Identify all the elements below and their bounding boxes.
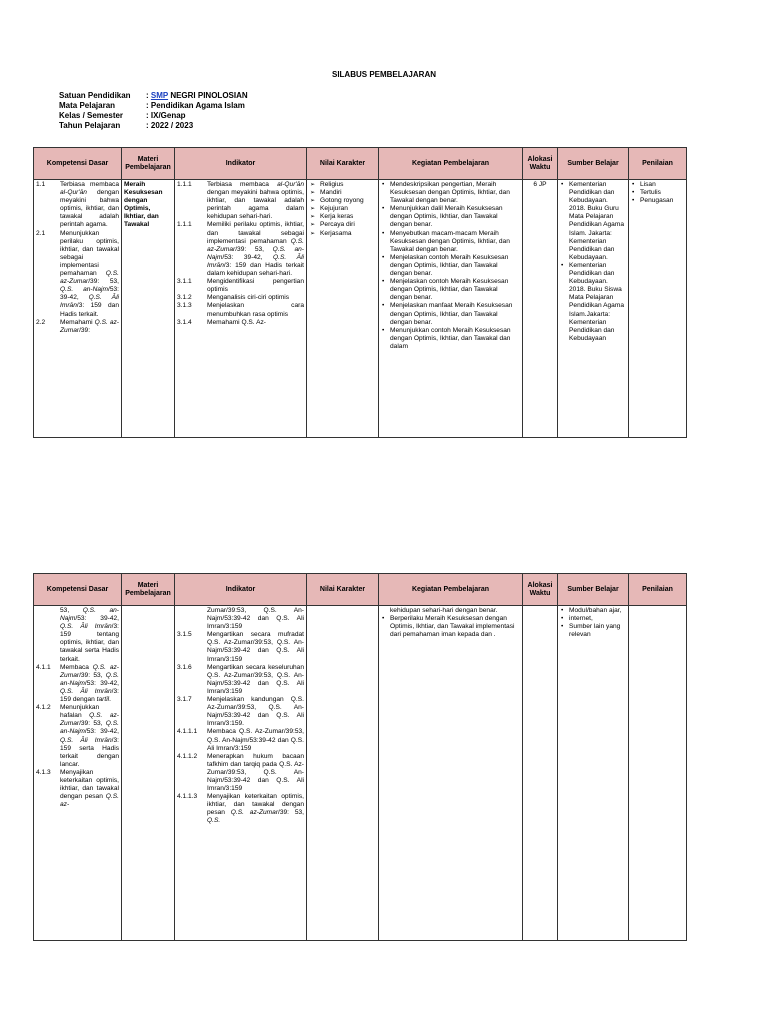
item-number: 3.1.2 bbox=[177, 294, 192, 302]
item-number: 3.1.3 bbox=[177, 302, 192, 310]
column-header: Materi Pembelajaran bbox=[122, 574, 175, 606]
kegiatan-list bbox=[381, 181, 520, 351]
numbered-item bbox=[177, 221, 304, 278]
numbered-item bbox=[177, 664, 304, 696]
column-header: Kompetensi Dasar bbox=[34, 574, 122, 606]
item-number: 1.1.1 bbox=[177, 181, 192, 188]
materi-cell: Meraih Kesuksesan dengan Optimis, Ikhtiar, dan Tawakal bbox=[122, 180, 175, 438]
item-number bbox=[36, 607, 60, 664]
column-header: Kompetensi Dasar bbox=[34, 148, 122, 180]
meta-row bbox=[59, 121, 248, 131]
numbered-item bbox=[177, 696, 304, 728]
item-number: 4.1.1.3 bbox=[177, 793, 198, 801]
penilaian-item: • Lisan bbox=[631, 181, 684, 189]
sumber-item: • Kementerian Pendidikan dan Kebudayaan. 2018. Buku Siswa Mata Pelajaran Pendidikan Agama Islam.Jakarta: Kementerian Pendidikan dan Kebudayaan bbox=[560, 262, 626, 343]
nilai-item: ➢ Religius bbox=[309, 181, 376, 189]
materi-cell bbox=[122, 606, 175, 941]
item-text: Mengartikan secara mufradat Q.S. Az-Zumar/39:53, Q.S. An-Najm/53:39-42 dan Q.S. Ali Imran/3:159 bbox=[207, 631, 304, 663]
meta-label: Satuan Pendidikan bbox=[59, 91, 131, 100]
item-number: 2.1 bbox=[36, 229, 46, 237]
item-number: 3.1.6 bbox=[177, 663, 192, 671]
kd-cell bbox=[34, 180, 122, 438]
item-number: 3.1.7 bbox=[177, 696, 192, 704]
syllabus-meta bbox=[59, 91, 248, 131]
numbered-item bbox=[177, 181, 304, 221]
column-header: Penilaian bbox=[629, 148, 687, 180]
item-text: Menerapkan hukum bacaan tafkhim dan tarqiq pada Q.S. Az-Zumar/39:53, Q.S. An-Najm/53:39-42 dan Q.S. Ali Imran/3:159 bbox=[207, 752, 304, 793]
syllabus-table-page-2 bbox=[33, 573, 687, 941]
meta-value: : Pendidikan Agama Islam bbox=[146, 101, 245, 110]
kegiatan-cell bbox=[379, 180, 523, 438]
kegiatan-item: • Mendeskripsikan pengertian, Meraih Kesuksesan dengan Optimis, Ikhtiar, dan Tawakal dengan benar. bbox=[381, 181, 520, 205]
item-text: Mengartikan secara keseluruhan Q.S. Az-Zumar/39:53, Q.S. An-Najm/53:39-42 dan Q.S. Ali Imran/3:159 bbox=[207, 663, 304, 695]
numbered-item bbox=[177, 319, 304, 327]
numbered-item bbox=[36, 181, 119, 230]
item-text: 53, Q.S. an-Najm/53: 39-42, Q.S. Āli Imrān/3: 159 tentang optimis, ikhtiar, dan tawakal serta Hadis terkait. bbox=[60, 607, 119, 663]
item-text: Memahami Q.S. Az- bbox=[207, 318, 266, 326]
item-text: Membaca Q.S. Az-Zumar/39:53, Q.S. An-Najm/53:39-42 dan Q.S. Ali Imran/3:159 bbox=[207, 728, 304, 752]
item-text: Zumar/39:53, Q.S. An-Najm/53:39-42 dan Q.S. Ali Imran/3:159 bbox=[207, 607, 304, 631]
kegiatan-continued: kehidupan sehari-hari dengan benar. bbox=[390, 607, 498, 614]
kegiatan-item: • Menunjukkan dalil Meraih Kesuksesan dengan Optimis, Ikhtiar, dan Tawakal dengan benar. bbox=[381, 205, 520, 229]
sumber-list bbox=[560, 181, 626, 343]
sumber-cell bbox=[558, 180, 629, 438]
numbered-item bbox=[177, 294, 304, 302]
nilai-karakter-cell bbox=[307, 180, 379, 438]
meta-label: Mata Pelajaran bbox=[59, 101, 116, 110]
column-header: Nilai Karakter bbox=[307, 148, 379, 180]
sumber-item: • internet, bbox=[560, 615, 626, 623]
kegiatan-item: • Menjelaskan contoh Meraih Kesuksesan dengan Optimis, Ikhtiar, dan Tawakal dengan benar. bbox=[381, 254, 520, 278]
kegiatan-item: • Menunjukkan contoh Meraih Kesuksesan dengan Optimis, Ikhtiar, dan Tawakal dan dalam bbox=[381, 327, 520, 351]
kd-cell bbox=[34, 606, 122, 941]
indikator-cell bbox=[175, 180, 307, 438]
item-number: 1.1.1 bbox=[177, 221, 192, 229]
page-title: SILABUS PEMBELAJARAN bbox=[331, 70, 436, 79]
item-text: Menyajikan keterkaitan optimis, ikhtiar, dan tawakal dengan pesan Q.S. az- bbox=[60, 768, 119, 809]
syllabus-table-page-1 bbox=[33, 147, 687, 438]
nilai-item: ➢ Kejujuran bbox=[309, 205, 376, 213]
item-number: 2.2 bbox=[36, 318, 46, 326]
meta-row bbox=[59, 91, 248, 101]
kegiatan-item: • Menjelaskan contoh Meraih Kesuksesan dengan Optimis, Ikhtiar, dan Tawakal dengan benar. bbox=[381, 278, 520, 302]
item-text: Menjelaskan kandungan Q.S. Az-Zumar/39:53, Q.S. An-Najm/53:39-42 dan Q.S. Ali Imran/3:159. bbox=[207, 696, 304, 728]
smp-link[interactable]: SMP bbox=[150, 91, 169, 100]
numbered-item bbox=[177, 728, 304, 752]
column-header: Materi Pembelajaran bbox=[122, 148, 175, 180]
item-text: Menganalisis ciri-ciri optimis bbox=[207, 294, 290, 302]
item-text: Menunjukkan perilaku optimis, ikhtiar, dan tawakal sebagai implementasi pemahaman Q.S. az-Zumar/39: 53, Q.S. an-Najm/53: 39-42, Q.S. Āli Imrān/3: 159 dan Hadis terkait. bbox=[60, 229, 119, 318]
item-text: Memiliki perilaku optimis, ikhtiar, dan tawakal sebagai implementasi pemahaman Q.S. az-Zumar/39: 53, Q.S. an-Najm/53: 39-42, Q.S. Āli Imrān/3: 159 dan Hadis terkait dalam kehidupan sehari-hari. bbox=[207, 221, 304, 278]
item-number: 4.1.3 bbox=[36, 768, 51, 776]
kegiatan-item: • Menyebutkan macam-macam Meraih Kesuksesan dengan Optimis, Ikhtiar, dan Tawakal dengan benar. bbox=[381, 230, 520, 254]
nilai-list bbox=[309, 181, 376, 238]
numbered-item bbox=[36, 664, 119, 704]
item-text: Terbiasa membaca al-Qur'ān dengan meyakini bahwa optimis, ikhtiar, dan tawakal adalah perintah agama. bbox=[60, 181, 119, 229]
kegiatan-item: • Berperilaku Meraih Kesuksesan dengan Optimis, Ikhtiar, dan Tawakal implementasi dari pemahaman iman kepada dan . bbox=[381, 615, 520, 639]
numbered-item bbox=[177, 631, 304, 663]
sumber-item: • Sumber lain yang relevan bbox=[560, 623, 626, 639]
kegiatan-list bbox=[381, 615, 520, 639]
column-header: Nilai Karakter bbox=[307, 574, 379, 606]
sumber-cell bbox=[558, 606, 629, 941]
nilai-item: ➢ Gotong royong bbox=[309, 197, 376, 205]
item-text: Menjelaskan cara menumbuhkan rasa optimis bbox=[207, 302, 304, 318]
numbered-item bbox=[177, 753, 304, 793]
column-header: Indikator bbox=[175, 574, 307, 606]
item-number: 4.1.1 bbox=[36, 663, 51, 671]
item-number: 3.1.5 bbox=[177, 631, 192, 639]
kegiatan-cell bbox=[379, 606, 523, 941]
nilai-item: ➢ Kerja keras bbox=[309, 213, 376, 221]
item-text: Memahami Q.S. az-Zumar/39: bbox=[60, 318, 119, 334]
numbered-item bbox=[36, 607, 119, 664]
numbered-item bbox=[177, 607, 304, 631]
penilaian-item: • Penugasan bbox=[631, 197, 684, 205]
column-header: Sumber Belajar bbox=[558, 574, 629, 606]
alokasi-cell bbox=[523, 606, 558, 941]
sumber-item: • Modul/bahan ajar, bbox=[560, 607, 626, 615]
item-number: 1.1 bbox=[36, 181, 46, 188]
meta-label: Tahun Pelajaran bbox=[59, 121, 121, 130]
nilai-item: ➢ Mandiri bbox=[309, 189, 376, 197]
numbered-item bbox=[36, 319, 119, 335]
penilaian-list bbox=[631, 181, 684, 205]
nilai-item: ➢ Kerjasama bbox=[309, 230, 376, 238]
numbered-item bbox=[177, 793, 304, 825]
meta-value: : 2022 / 2023 bbox=[146, 121, 194, 130]
meta-value: : IX/Genap bbox=[146, 111, 186, 120]
item-text: Menunjukkan hafalan Q.S. az-Zumar/39: 53, Q.S. an-Najm/53: 39-42, Q.S. Āli Imrān/3: 159 serta Hadis terkait dengan lancar. bbox=[60, 704, 119, 768]
penilaian-cell bbox=[629, 180, 687, 438]
meta-label: Kelas / Semester bbox=[59, 111, 124, 120]
penilaian-item: • Tertulis bbox=[631, 189, 684, 197]
item-text: Mengidentifikasi pengertian optimis bbox=[207, 278, 304, 294]
nilai-karakter-cell bbox=[307, 606, 379, 941]
column-header: Penilaian bbox=[629, 574, 687, 606]
sumber-list bbox=[560, 607, 626, 639]
numbered-item bbox=[36, 769, 119, 809]
kegiatan-item: • Menjelaskan manfaat Meraih Kesuksesan dengan Optimis, Ikhtiar, dan Tawakal dengan benar. bbox=[381, 302, 520, 326]
column-header: Kegiatan Pembelajaran bbox=[379, 148, 523, 180]
alokasi-cell: 6 JP bbox=[523, 180, 558, 438]
nilai-item: ➢ Percaya diri bbox=[309, 221, 376, 229]
meta-row bbox=[59, 111, 248, 121]
item-number: 4.1.1.2 bbox=[177, 752, 198, 760]
numbered-item bbox=[177, 302, 304, 318]
penilaian-cell bbox=[629, 606, 687, 941]
numbered-item bbox=[177, 278, 304, 294]
item-number: 4.1.1.1 bbox=[177, 728, 198, 736]
item-number: 3.1.1 bbox=[177, 278, 192, 286]
item-number: 3.1.4 bbox=[177, 318, 192, 326]
meta-row bbox=[59, 101, 248, 111]
sumber-item: • Kementerian Pendidikan dan Kebudayaan. 2018. Buku Guru Mata Pelajaran Pendidikan Agama Islam. Jakarta: Kementerian Pendidikan dan Kebudayaan. bbox=[560, 181, 626, 262]
item-number: 4.1.2 bbox=[36, 704, 51, 712]
meta-value: : SMP NEGRI PINOLOSIAN bbox=[146, 91, 248, 100]
item-text: Menyajikan keterkaitan optimis, ikhtiar, dan tawakal dengan pesan Q.S. az-Zumar/39: 53, Q.S. bbox=[207, 793, 304, 825]
indikator-cell bbox=[175, 606, 307, 941]
numbered-item bbox=[36, 704, 119, 769]
column-header: Sumber Belajar bbox=[558, 148, 629, 180]
numbered-item bbox=[36, 230, 119, 319]
column-header: Kegiatan Pembelajaran bbox=[379, 574, 523, 606]
column-header: Indikator bbox=[175, 148, 307, 180]
column-header: Alokasi Waktu bbox=[523, 148, 558, 180]
column-header: Alokasi Waktu bbox=[523, 574, 558, 606]
item-number bbox=[177, 607, 207, 631]
item-text: Membaca Q.S. az-Zumar/39: 53, Q.S. an-Najm/53: 39-42, Q.S. Āli Imrān/3: 159 dengan tartīl. bbox=[60, 663, 119, 704]
item-text: Terbiasa membaca al-Qur'ān dengan meyakini bahwa optimis, ikhtiar, dan tawakal adalah perintah agama dalam kehidupan sehari-hari. bbox=[207, 181, 304, 221]
